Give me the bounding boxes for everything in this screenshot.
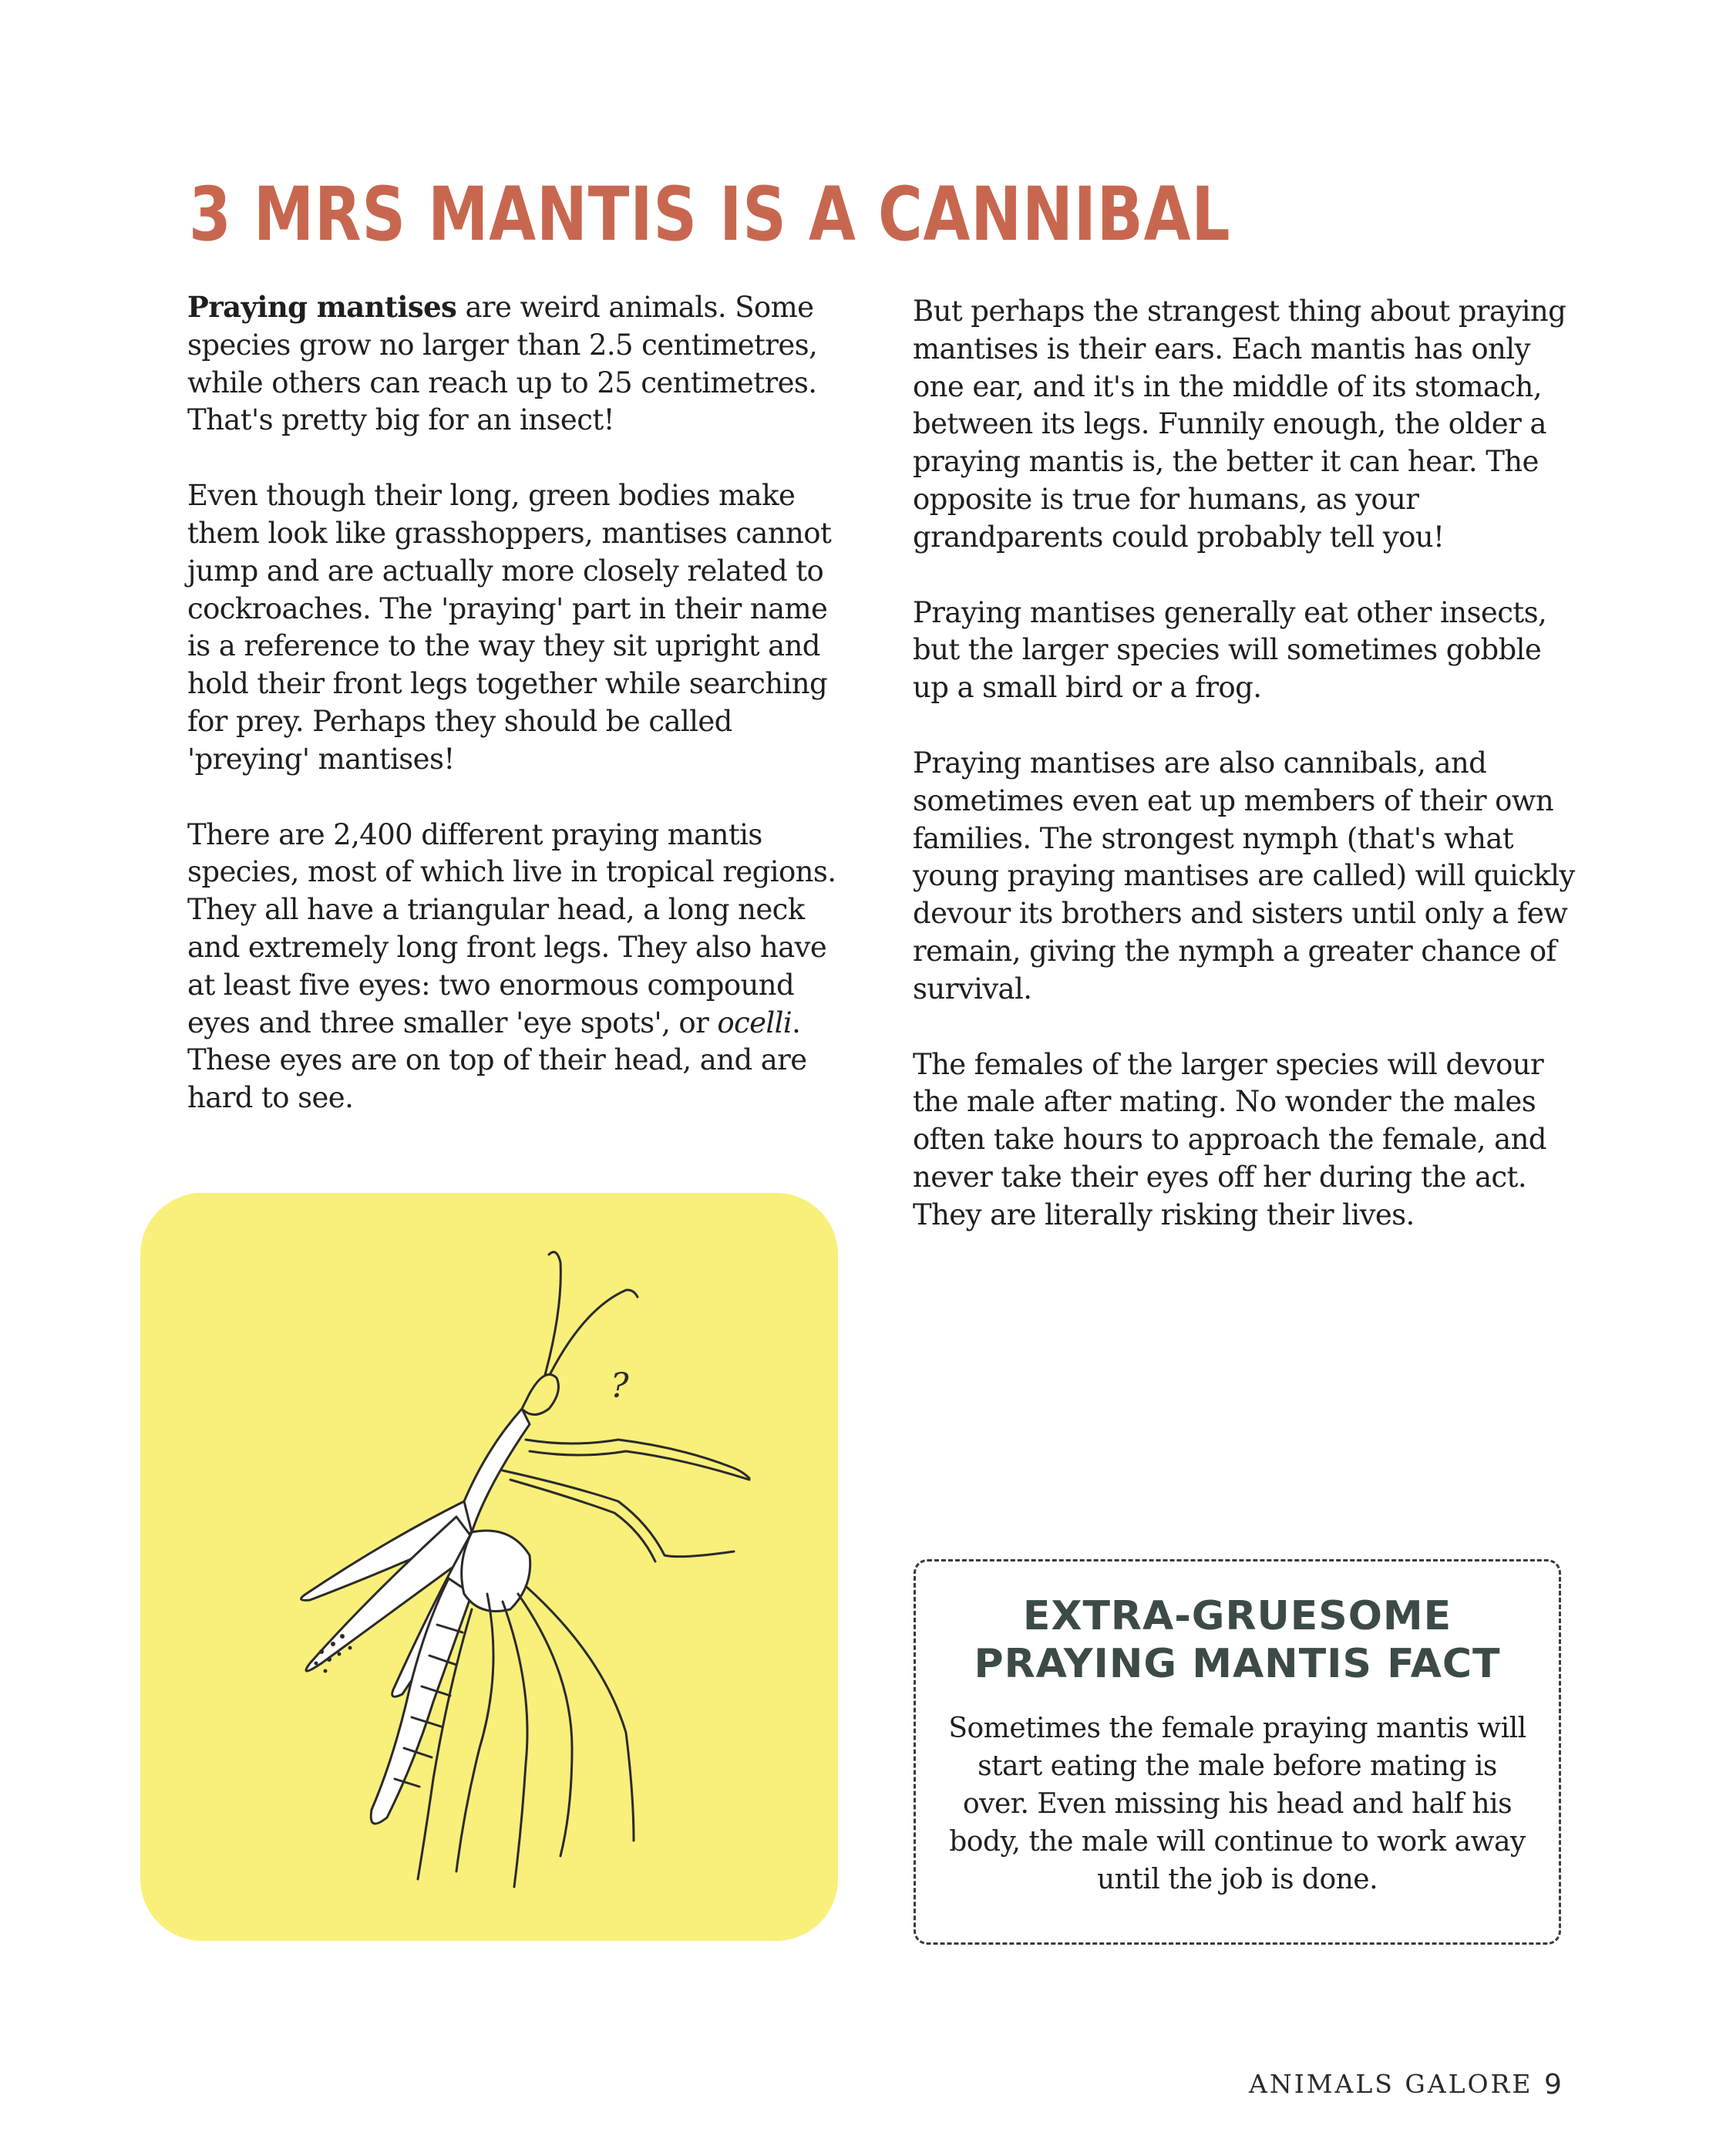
left-paragraph-3-end: . These eyes are on top of their head, and are hard to see. <box>187 1006 807 1115</box>
right-paragraph-1: But perhaps the strangest thing about praying mantises is their ears. Each mantis has only one ear, and it's in the middle of its stomach, between its legs. Funnily enough, the older a praying mantis is, the better it can hear. The opposite is true for humans, as your grandparents could probably tell you! <box>913 295 1566 554</box>
question-mark: ? <box>611 1366 629 1406</box>
right-paragraph-2: Praying mantises generally eat other insects, but the larger species will sometimes gobble up a small bird or a frog. <box>913 595 1547 705</box>
footer-section-label: ANIMALS GALORE <box>1249 2069 1533 2099</box>
left-paragraph-3-text: There are 2,400 different praying mantis species, most of which live in tropical regions. They all have a triangular head, a long neck and extremely long front legs. They also have at least five eyes: two enormous compound eyes and three smaller 'eye spots', or <box>187 817 836 1039</box>
lead-term: Praying mantises <box>187 290 457 324</box>
mantis-illustration-panel <box>140 1193 838 1941</box>
page-number: 9 <box>1544 2069 1562 2100</box>
left-paragraph-1-text: are weird animals. Some species grow no larger than 2.5 centimetres, while others can reach up to 25 centimetres. That's pretty big for an insect! <box>187 291 818 437</box>
left-column <box>187 288 850 1155</box>
right-paragraph-3: Praying mantises are also cannibals, and sometimes even eat up members of their own families. The strongest nymph (that's what young praying mantises are called) will quickly devour its brothers and sisters until only a few remain, giving the nymph a greater chance of survival. <box>913 746 1575 1006</box>
fact-heading <box>916 1592 1559 1688</box>
praying-mantis-icon <box>140 1193 838 1941</box>
ocelli-term: ocelli <box>717 1006 792 1039</box>
page-title: 3 MRS MANTIS IS A CANNIBAL <box>189 171 1231 258</box>
left-paragraph-3 <box>187 817 850 1117</box>
right-paragraph-4: The females of the larger species will devour the male after mating. No wonder the males often take hours to approach the female, and never take their eyes off her during the act. They are literally risking their lives. <box>913 1047 1546 1231</box>
fact-heading-line-1: EXTRA-GRUESOME <box>1022 1593 1452 1639</box>
fact-heading-line-2: PRAYING MANTIS FACT <box>974 1641 1501 1687</box>
left-paragraph-1 <box>187 288 850 440</box>
right-column <box>913 293 1576 1272</box>
fact-box <box>914 1559 1561 1945</box>
fact-body: Sometimes the female praying mantis will start eating the male before mating is over. Even missing his head and half his body, the male will continue to work away until the job is done. <box>948 1713 1526 1895</box>
left-paragraph-2: Even though their long, green bodies make them look like grasshoppers, mantises cannot jump and are actually more closely related to cockroaches. The 'praying' part in their name is a reference to the way they sit upright and hold their front legs together while searching for prey. Perhaps they should be called 'preying' mantises! <box>187 479 832 776</box>
